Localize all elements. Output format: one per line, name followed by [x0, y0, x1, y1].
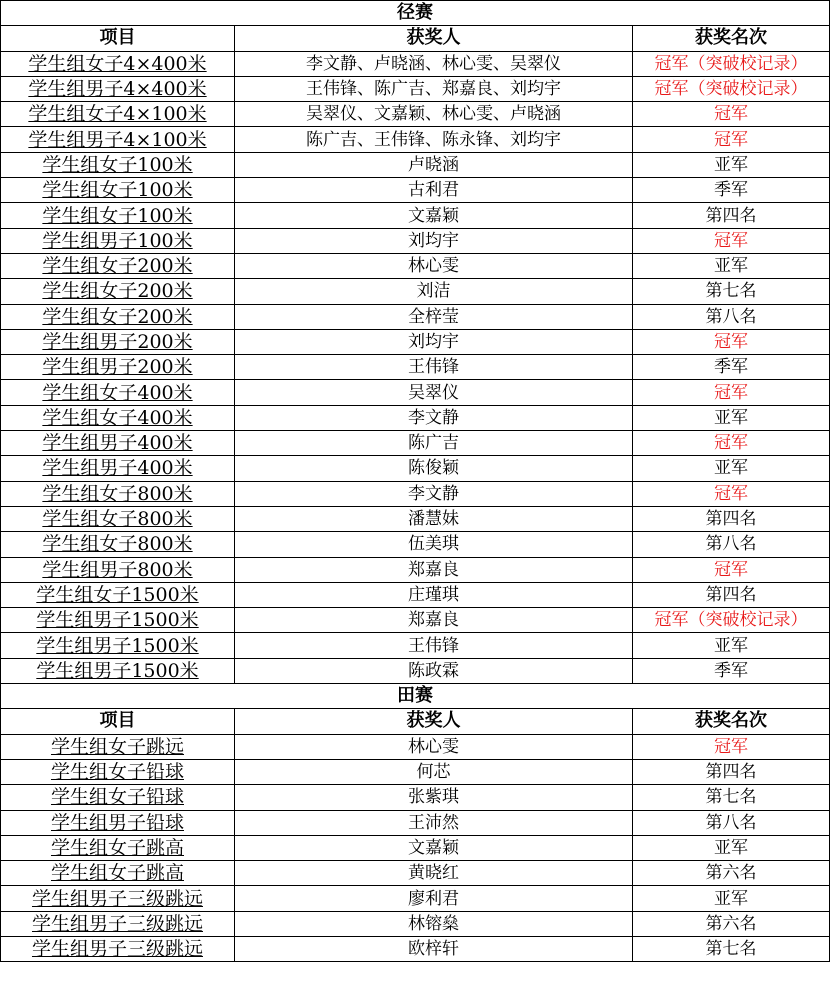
- winners-cell: 庄瑾琪: [235, 582, 633, 607]
- event-cell: 学生组男子铅球: [1, 810, 235, 835]
- rank-cell: 冠军: [633, 431, 830, 456]
- event-cell: 学生组女子跳高: [1, 861, 235, 886]
- winners-cell: 林心雯: [235, 734, 633, 759]
- rank-cell: 亚军: [633, 253, 830, 278]
- table-row: [1, 911, 830, 936]
- table-row: [1, 886, 830, 911]
- winners-cell: 李文静: [235, 405, 633, 430]
- winners-cell: 王伟锋、陈广吉、郑嘉良、刘均宇: [235, 76, 633, 101]
- event-cell: 学生组女子800米: [1, 532, 235, 557]
- winners-cell: 刘洁: [235, 279, 633, 304]
- event-cell: 学生组女子100米: [1, 178, 235, 203]
- rank-cell: 亚军: [633, 405, 830, 430]
- event-cell: 学生组女子跳远: [1, 734, 235, 759]
- section-title: 田赛: [1, 684, 830, 709]
- table-row: [1, 76, 830, 101]
- table-row: [1, 203, 830, 228]
- rank-cell: 亚军: [633, 835, 830, 860]
- table-row: [1, 785, 830, 810]
- winners-cell: 古利君: [235, 178, 633, 203]
- rank-cell: 亚军: [633, 456, 830, 481]
- table-row: [1, 152, 830, 177]
- table-row: [1, 608, 830, 633]
- event-cell: 学生组男子4×100米: [1, 127, 235, 152]
- winners-cell: 陈俊颖: [235, 456, 633, 481]
- header-rank: 获奖名次: [633, 26, 830, 51]
- rank-cell: 第八名: [633, 304, 830, 329]
- table-row: [1, 228, 830, 253]
- winners-cell: 何芯: [235, 759, 633, 784]
- table-row: [1, 506, 830, 531]
- event-cell: 学生组女子铅球: [1, 759, 235, 784]
- event-cell: 学生组女子4×400米: [1, 51, 235, 76]
- winners-cell: 陈政霖: [235, 658, 633, 683]
- winners-cell: 刘均宇: [235, 228, 633, 253]
- winners-cell: 黄晓红: [235, 861, 633, 886]
- event-cell: 学生组女子4×100米: [1, 102, 235, 127]
- rank-cell: 冠军: [633, 127, 830, 152]
- event-cell: 学生组女子100米: [1, 152, 235, 177]
- table-row: [1, 759, 830, 784]
- event-cell: 学生组男子三级跳远: [1, 936, 235, 961]
- rank-cell: 第四名: [633, 759, 830, 784]
- event-cell: 学生组女子1500米: [1, 582, 235, 607]
- event-cell: 学生组女子铅球: [1, 785, 235, 810]
- winners-cell: 潘慧妹: [235, 506, 633, 531]
- table-row: [1, 557, 830, 582]
- section-title-row: [1, 1, 830, 26]
- event-cell: 学生组女子跳高: [1, 835, 235, 860]
- table-row: [1, 633, 830, 658]
- event-cell: 学生组女子200米: [1, 253, 235, 278]
- header-rank: 获奖名次: [633, 709, 830, 734]
- winners-cell: 王沛然: [235, 810, 633, 835]
- table-row: [1, 431, 830, 456]
- event-cell: 学生组男子1500米: [1, 608, 235, 633]
- winners-cell: 张紫琪: [235, 785, 633, 810]
- table-row: [1, 253, 830, 278]
- event-cell: 学生组女子400米: [1, 380, 235, 405]
- table-row: [1, 481, 830, 506]
- rank-cell: 季军: [633, 355, 830, 380]
- table-row: [1, 355, 830, 380]
- event-cell: 学生组男子4×400米: [1, 76, 235, 101]
- table-row: [1, 279, 830, 304]
- table-row: [1, 936, 830, 961]
- table-row: [1, 532, 830, 557]
- rank-cell: 第四名: [633, 203, 830, 228]
- table-row: [1, 861, 830, 886]
- winners-cell: 吴翠仪、文嘉颖、林心雯、卢晓涵: [235, 102, 633, 127]
- awards-table-body: [1, 1, 830, 962]
- rank-cell: 第八名: [633, 532, 830, 557]
- header-event: 项目: [1, 26, 235, 51]
- section-title-row: [1, 684, 830, 709]
- winners-cell: 全梓莹: [235, 304, 633, 329]
- table-row: [1, 456, 830, 481]
- rank-cell: 第四名: [633, 506, 830, 531]
- rank-cell: 第六名: [633, 861, 830, 886]
- rank-cell: 冠军: [633, 557, 830, 582]
- table-row: [1, 178, 830, 203]
- event-cell: 学生组男子三级跳远: [1, 911, 235, 936]
- rank-cell: 季军: [633, 178, 830, 203]
- table-row: [1, 304, 830, 329]
- event-cell: 学生组女子200米: [1, 304, 235, 329]
- event-cell: 学生组男子200米: [1, 355, 235, 380]
- header-winners: 获奖人: [235, 709, 633, 734]
- rank-cell: 第八名: [633, 810, 830, 835]
- event-cell: 学生组女子100米: [1, 203, 235, 228]
- event-cell: 学生组男子200米: [1, 329, 235, 354]
- event-cell: 学生组男子1500米: [1, 658, 235, 683]
- rank-cell: 亚军: [633, 633, 830, 658]
- winners-cell: 卢晓涵: [235, 152, 633, 177]
- rank-cell: 冠军（突破校记录）: [633, 51, 830, 76]
- event-cell: 学生组男子三级跳远: [1, 886, 235, 911]
- winners-cell: 林镕燊: [235, 911, 633, 936]
- winners-cell: 欧梓轩: [235, 936, 633, 961]
- event-cell: 学生组男子800米: [1, 557, 235, 582]
- table-row: [1, 329, 830, 354]
- event-cell: 学生组男子100米: [1, 228, 235, 253]
- winners-cell: 李文静: [235, 481, 633, 506]
- rank-cell: 冠军: [633, 734, 830, 759]
- event-cell: 学生组女子400米: [1, 405, 235, 430]
- winners-cell: 陈广吉、王伟锋、陈永锋、刘均宇: [235, 127, 633, 152]
- event-cell: 学生组男子1500米: [1, 633, 235, 658]
- header-winners: 获奖人: [235, 26, 633, 51]
- winners-cell: 文嘉颖: [235, 203, 633, 228]
- winners-cell: 郑嘉良: [235, 557, 633, 582]
- event-cell: 学生组女子200米: [1, 279, 235, 304]
- table-row: [1, 380, 830, 405]
- rank-cell: 冠军: [633, 102, 830, 127]
- table-row: [1, 582, 830, 607]
- rank-cell: 第六名: [633, 911, 830, 936]
- rank-cell: 第七名: [633, 936, 830, 961]
- rank-cell: 亚军: [633, 152, 830, 177]
- rank-cell: 第七名: [633, 279, 830, 304]
- table-row: [1, 51, 830, 76]
- winners-cell: 廖利君: [235, 886, 633, 911]
- winners-cell: 刘均宇: [235, 329, 633, 354]
- rank-cell: 冠军（突破校记录）: [633, 608, 830, 633]
- winners-cell: 伍美琪: [235, 532, 633, 557]
- winners-cell: 林心雯: [235, 253, 633, 278]
- rank-cell: 冠军: [633, 329, 830, 354]
- rank-cell: 冠军: [633, 228, 830, 253]
- rank-cell: 第七名: [633, 785, 830, 810]
- rank-cell: 冠军: [633, 380, 830, 405]
- winners-cell: 李文静、卢晓涵、林心雯、吴翠仪: [235, 51, 633, 76]
- table-row: [1, 127, 830, 152]
- winners-cell: 王伟锋: [235, 633, 633, 658]
- rank-cell: 冠军: [633, 481, 830, 506]
- table-row: [1, 810, 830, 835]
- rank-cell: 第四名: [633, 582, 830, 607]
- table-row: [1, 405, 830, 430]
- winners-cell: 王伟锋: [235, 355, 633, 380]
- column-header-row: [1, 709, 830, 734]
- winners-cell: 文嘉颖: [235, 835, 633, 860]
- section-title: 径赛: [1, 1, 830, 26]
- table-row: [1, 102, 830, 127]
- winners-cell: 陈广吉: [235, 431, 633, 456]
- event-cell: 学生组女子800米: [1, 506, 235, 531]
- rank-cell: 亚军: [633, 886, 830, 911]
- winners-cell: 吴翠仪: [235, 380, 633, 405]
- rank-cell: 冠军（突破校记录）: [633, 76, 830, 101]
- table-row: [1, 835, 830, 860]
- column-header-row: [1, 26, 830, 51]
- rank-cell: 季军: [633, 658, 830, 683]
- winners-cell: 郑嘉良: [235, 608, 633, 633]
- table-row: [1, 658, 830, 683]
- event-cell: 学生组男子400米: [1, 431, 235, 456]
- event-cell: 学生组女子800米: [1, 481, 235, 506]
- event-cell: 学生组男子400米: [1, 456, 235, 481]
- table-row: [1, 734, 830, 759]
- header-event: 项目: [1, 709, 235, 734]
